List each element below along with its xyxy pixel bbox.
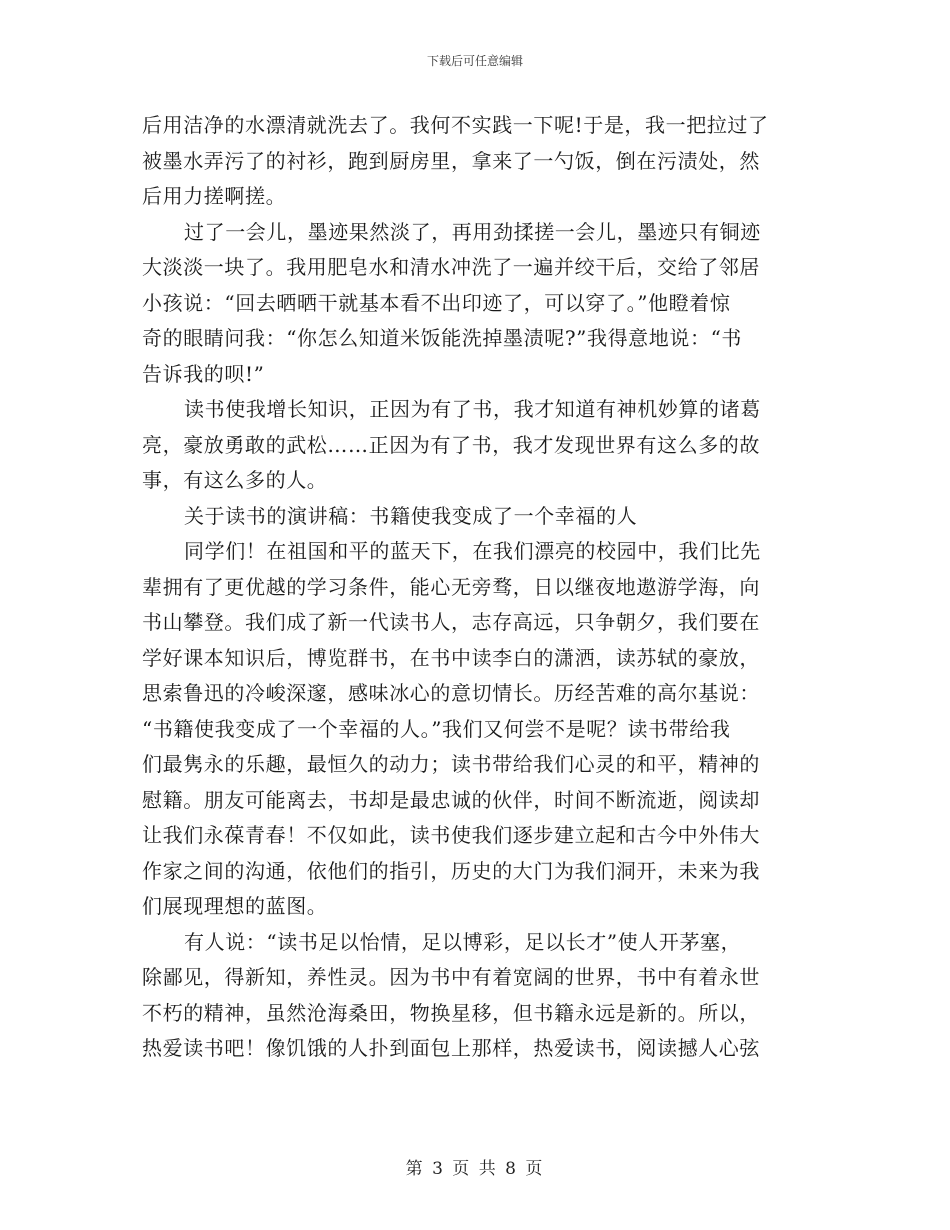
text-line: 作家之间的沟通，依他们的指引，历史的大门为我们洞开，未来为我 <box>142 858 760 883</box>
text-line: 读书使我增长知识，正因为有了书，我才知道有神机妙算的诸葛 <box>184 397 761 421</box>
title-line: 关于读书的演讲稿：书籍使我变成了一个幸福的人 <box>184 503 638 528</box>
text-line: 亮，豪放勇敢的武松……正因为有了书，我才发现世界有这么多的故 <box>142 432 760 457</box>
text-line: 奇的眼睛问我：“你怎么知道米饭能洗掉墨渍呢?”我得意地说：“书 <box>142 326 742 350</box>
page-number: 第 3 页 共 8 页 <box>405 1159 545 1179</box>
paragraph <box>142 534 807 925</box>
text-line: 后用洁净的水漂清就洗去了。我何不实践一下呢!于是，我一把拉过了 <box>142 113 769 137</box>
text-line: 小孩说：“回去晒晒干就基本看不出印迹了，可以穿了。”他瞪着惊 <box>142 290 731 315</box>
text-line: 学好课本知识后，博览群书，在书中读李白的潇洒，读苏轼的豪放， <box>142 645 760 670</box>
section-title <box>142 499 807 535</box>
text-line: 后用力搓啊搓。 <box>142 184 287 208</box>
text-line: 除鄙见，得新知，养性灵。因为书中有着宽阔的世界，书中有着永世 <box>142 965 760 989</box>
text-line: 同学们！在祖国和平的蓝天下，在我们漂亮的校园中，我们比先 <box>184 539 761 563</box>
text-line: 有人说：“读书足以怡情，足以博彩，足以长才”使人开茅塞， <box>184 929 742 954</box>
text-line: 思索鲁迅的冷峻深邃，感味冰心的意切情长。历经苦难的高尔基说： <box>142 681 760 705</box>
paragraph <box>142 215 807 393</box>
text-line: 们展现理想的蓝图。 <box>142 894 328 918</box>
text-line: 不朽的精神，虽然沧海桑田，物换星移，但书籍永远是新的。所以， <box>142 1000 760 1025</box>
text-line: 书山攀登。我们成了新一代读书人，志存高远，只争朝夕，我们要在 <box>142 610 760 634</box>
text-line: 过了一会儿，墨迹果然淡了，再用劲揉搓一会儿，墨迹只有铜迹 <box>184 219 761 244</box>
page-header: 下载后可任意编辑 <box>426 54 523 68</box>
paragraph <box>142 392 807 499</box>
text-line: 慰籍。朋友可能离去，书却是最忠诚的伙伴，时间不断流逝，阅读却 <box>142 787 760 812</box>
text-line: 被墨水弄污了的衬衫，跑到厨房里，拿来了一勺饭，倒在污渍处，然 <box>142 148 760 173</box>
text-line: 告诉我的呗!” <box>142 361 265 386</box>
text-line: 们最隽永的乐趣，最恒久的动力；读书带给我们心灵的和平，精神的 <box>142 752 760 776</box>
text-line: 事，有这么多的人。 <box>142 468 328 492</box>
paragraph <box>142 925 807 1067</box>
paragraph <box>142 108 807 215</box>
text-line: 辈拥有了更优越的学习条件，能心无旁骛，日以继夜地遨游学海，向 <box>142 574 760 599</box>
document-body <box>142 108 807 1067</box>
text-line: 热爱读书吧！像饥饿的人扑到面包上那样，热爱读书，阅读撼人心弦 <box>142 1036 760 1060</box>
text-line: “书籍使我变成了一个幸福的人。”我们又何尝不是呢？读书带给我 <box>142 716 731 741</box>
text-line: 大淡淡一块了。我用肥皂水和清水冲洗了一遍并绞干后，交给了邻居 <box>142 255 760 279</box>
text-line: 让我们永葆青春！不仅如此，读书使我们逐步建立起和古今中外伟大 <box>142 823 760 847</box>
